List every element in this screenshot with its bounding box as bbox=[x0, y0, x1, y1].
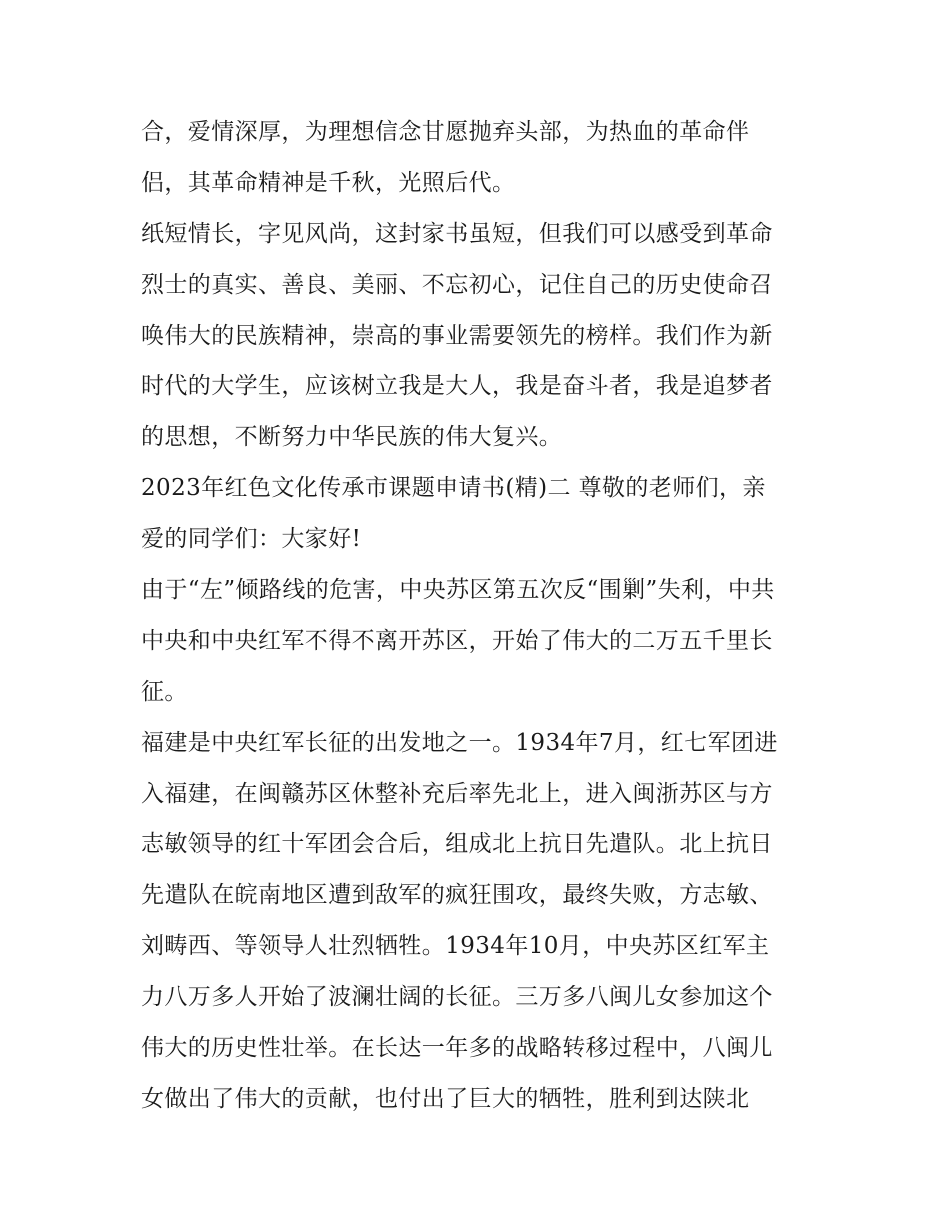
text-line: 中央和中央红军不得不离开苏区，开始了伟大的二万五千里长 bbox=[141, 627, 773, 654]
text-line: 福建是中央红军长征的出发地之一。1934年7月，红七军团进 bbox=[141, 729, 778, 756]
text-line: 时代的大学生，应该树立我是大人，我是奋斗者，我是追梦者 bbox=[141, 373, 773, 400]
text-line: 唤伟大的民族精神，崇高的事业需要领先的榜样。我们作为新 bbox=[141, 322, 773, 349]
text-line: 征。 bbox=[141, 678, 188, 705]
document-body bbox=[141, 107, 813, 1125]
text-line: 烈士的真实、善良、美丽、不忘初心，记住自己的历史使命召 bbox=[141, 271, 773, 298]
text-line: 刘畴西、等领导人壮烈牺牲。1934年10月，中央苏区红军主 bbox=[141, 933, 770, 960]
text-line: 力八万多人开始了波澜壮阔的长征。三万多八闽儿女参加这个 bbox=[141, 984, 773, 1011]
text-line: 伟大的历史性壮举。在长达一年多的战略转移过程中，八闽儿 bbox=[141, 1035, 773, 1062]
text-line: 志敏领导的红十军团会合后，组成北上抗日先遣队。北上抗日 bbox=[141, 831, 773, 858]
text-line: 爱的同学们：大家好! bbox=[141, 526, 362, 553]
text-line: 合，爱情深厚，为理想信念甘愿抛弃头部，为热血的革命伴 bbox=[141, 119, 750, 145]
text-line: 由于“左”倾路线的危害，中央苏区第五次反“围剿”失利，中共 bbox=[141, 577, 775, 604]
text-line: 2023年红色文化传承市课题申请书(精)二 尊敬的老师们，亲 bbox=[141, 475, 766, 502]
text-line: 纸短情长，字见风尚，这封家书虽短，但我们可以感受到革命 bbox=[141, 220, 773, 247]
text-line: 侣，其革命精神是千秋，光照后代。 bbox=[141, 169, 516, 196]
text-line: 的思想，不断努力中华民族的伟大复兴。 bbox=[141, 424, 563, 451]
text-line: 先遣队在皖南地区遭到敌军的疯狂围攻，最终失败，方志敏、 bbox=[141, 882, 773, 909]
text-line: 女做出了伟大的贡献，也付出了巨大的牺牲，胜利到达陕北 bbox=[141, 1085, 750, 1112]
text-line: 入福建，在闽赣苏区休整补充后率先北上，进入闽浙苏区与方 bbox=[141, 780, 773, 807]
